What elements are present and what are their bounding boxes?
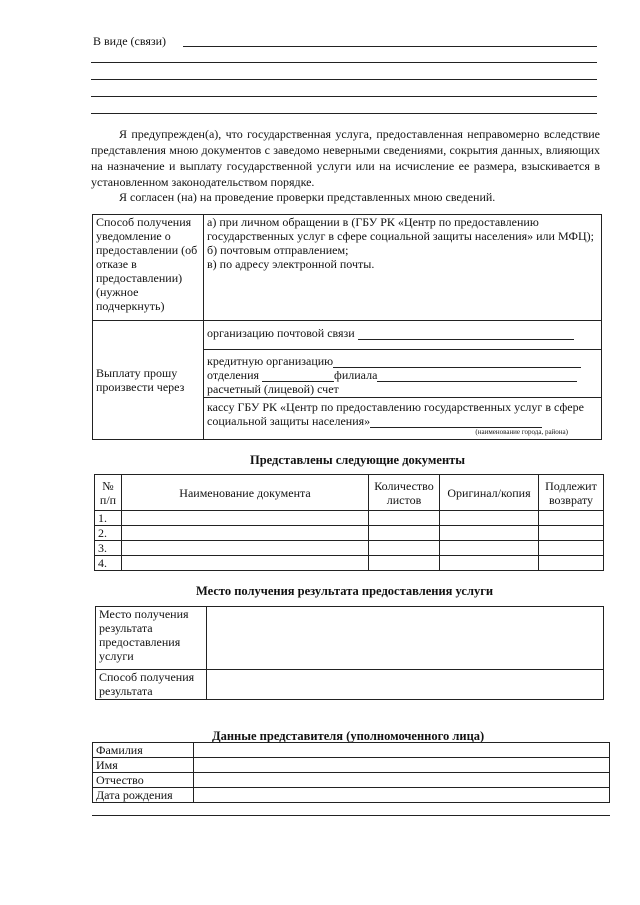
branch-label: отделения xyxy=(207,368,260,382)
header-underline[interactable] xyxy=(183,46,597,47)
row-number: 2. xyxy=(95,526,122,541)
doc-cell[interactable] xyxy=(122,511,369,526)
representative-field-value[interactable] xyxy=(194,758,610,773)
doc-cell[interactable] xyxy=(122,526,369,541)
doc-cell[interactable] xyxy=(539,526,604,541)
payment-label: Выплату прошу произвести через xyxy=(93,321,204,440)
result-method-field[interactable] xyxy=(207,670,604,700)
table-row xyxy=(95,511,604,526)
representative-field-label: Дата рождения xyxy=(93,788,194,803)
notification-payment-table xyxy=(92,214,602,440)
table-row xyxy=(93,788,610,803)
blank-line[interactable] xyxy=(91,62,597,63)
doc-cell[interactable] xyxy=(369,556,440,571)
result-place-title: Место получения результата предоставления услуги xyxy=(196,584,494,598)
representative-field-value[interactable] xyxy=(194,788,610,803)
notification-option[interactable]: б) почтовым отправлением; xyxy=(207,243,349,257)
representative-title: Данные представителя (уполномоченного лица) xyxy=(212,729,485,743)
payment-post-field[interactable] xyxy=(358,327,574,340)
doc-cell[interactable] xyxy=(440,556,539,571)
representative-table xyxy=(92,742,610,803)
row-number: 4. xyxy=(95,556,122,571)
payment-cashier-cell xyxy=(204,398,602,440)
col-header-number: № п/п xyxy=(95,475,122,511)
doc-cell[interactable] xyxy=(539,541,604,556)
result-place-field[interactable] xyxy=(207,607,604,670)
header-label: В виде (связи) xyxy=(93,34,167,48)
documents-title: Представлены следующие документы xyxy=(250,453,466,467)
doc-cell[interactable] xyxy=(369,511,440,526)
representative-field-label: Отчество xyxy=(93,773,194,788)
result-place-label: Место получения результата предоставления услуги xyxy=(96,607,207,670)
credit-org-label: кредитную организацию xyxy=(207,354,334,368)
result-method-label: Способ получения результата xyxy=(96,670,207,700)
representative-field-value[interactable] xyxy=(194,743,610,758)
doc-cell[interactable] xyxy=(122,556,369,571)
table-row xyxy=(95,556,604,571)
table-row xyxy=(95,541,604,556)
representative-field-label: Фамилия xyxy=(93,743,194,758)
doc-cell[interactable] xyxy=(369,541,440,556)
payment-post-cell xyxy=(204,321,602,350)
row-number: 3. xyxy=(95,541,122,556)
payment-post-label: организацию почтовой связи xyxy=(207,326,355,340)
blank-line[interactable] xyxy=(91,79,597,80)
table-row xyxy=(93,743,610,758)
col-header-sheets: Количество листов xyxy=(369,475,440,511)
filial-field[interactable] xyxy=(377,369,577,382)
doc-cell[interactable] xyxy=(122,541,369,556)
blank-line[interactable] xyxy=(91,96,597,97)
city-hint: (наименование города, района) xyxy=(475,428,568,436)
branch-field[interactable] xyxy=(262,369,334,382)
table-row xyxy=(93,773,610,788)
credit-org-field[interactable] xyxy=(333,355,581,368)
filial-label: филиала xyxy=(334,368,378,382)
doc-cell[interactable] xyxy=(440,526,539,541)
warning-text: Я предупрежден(а), что государственная услуга, предоставленная неправомерно вследствие представления мною документов с заведомо неверными сведениями, сокрытия данных, влияющих на назначение и выплату государственной услуги или на исчисление ее размера, взыскивается в установленном законодательством порядке. xyxy=(91,127,600,189)
col-header-original: Оригинал/копия xyxy=(440,475,539,511)
bottom-line xyxy=(92,815,610,816)
result-place-table xyxy=(95,606,604,700)
representative-field-label: Имя xyxy=(93,758,194,773)
doc-cell[interactable] xyxy=(440,541,539,556)
cashier-city-field[interactable] xyxy=(370,415,542,428)
doc-cell[interactable] xyxy=(440,511,539,526)
account-label: расчетный (лицевой) счет xyxy=(207,382,339,396)
warning-paragraph xyxy=(91,126,600,190)
documents-table xyxy=(94,474,604,571)
row-number: 1. xyxy=(95,511,122,526)
doc-cell[interactable] xyxy=(539,511,604,526)
table-row xyxy=(93,758,610,773)
col-header-name: Наименование документа xyxy=(122,475,369,511)
doc-cell[interactable] xyxy=(369,526,440,541)
col-header-return: Подлежит возврату xyxy=(539,475,604,511)
notification-option[interactable]: в) по адресу электронной почты. xyxy=(207,257,375,271)
payment-bank-cell xyxy=(204,350,602,398)
cashier-text: кассу ГБУ РК «Центр по предоставлению государственных услуг в сфере социальной защиты населения» xyxy=(207,400,584,428)
notification-options xyxy=(204,215,602,321)
representative-field-value[interactable] xyxy=(194,773,610,788)
table-row xyxy=(95,526,604,541)
consent-text: Я согласен (на) на проведение проверки представленных мною сведений. xyxy=(119,190,496,204)
doc-cell[interactable] xyxy=(539,556,604,571)
blank-line[interactable] xyxy=(91,113,597,114)
notification-label: Способ получения уведомление о предоставлении (об отказе в предоставлении) (нужное подчеркнуть) xyxy=(93,215,204,321)
consent-paragraph xyxy=(91,189,600,205)
notification-option[interactable]: а) при личном обращении в (ГБУ РК «Центр по предоставлению государственных услуг в сфере социальной защиты населения» или МФЦ); xyxy=(207,215,594,243)
